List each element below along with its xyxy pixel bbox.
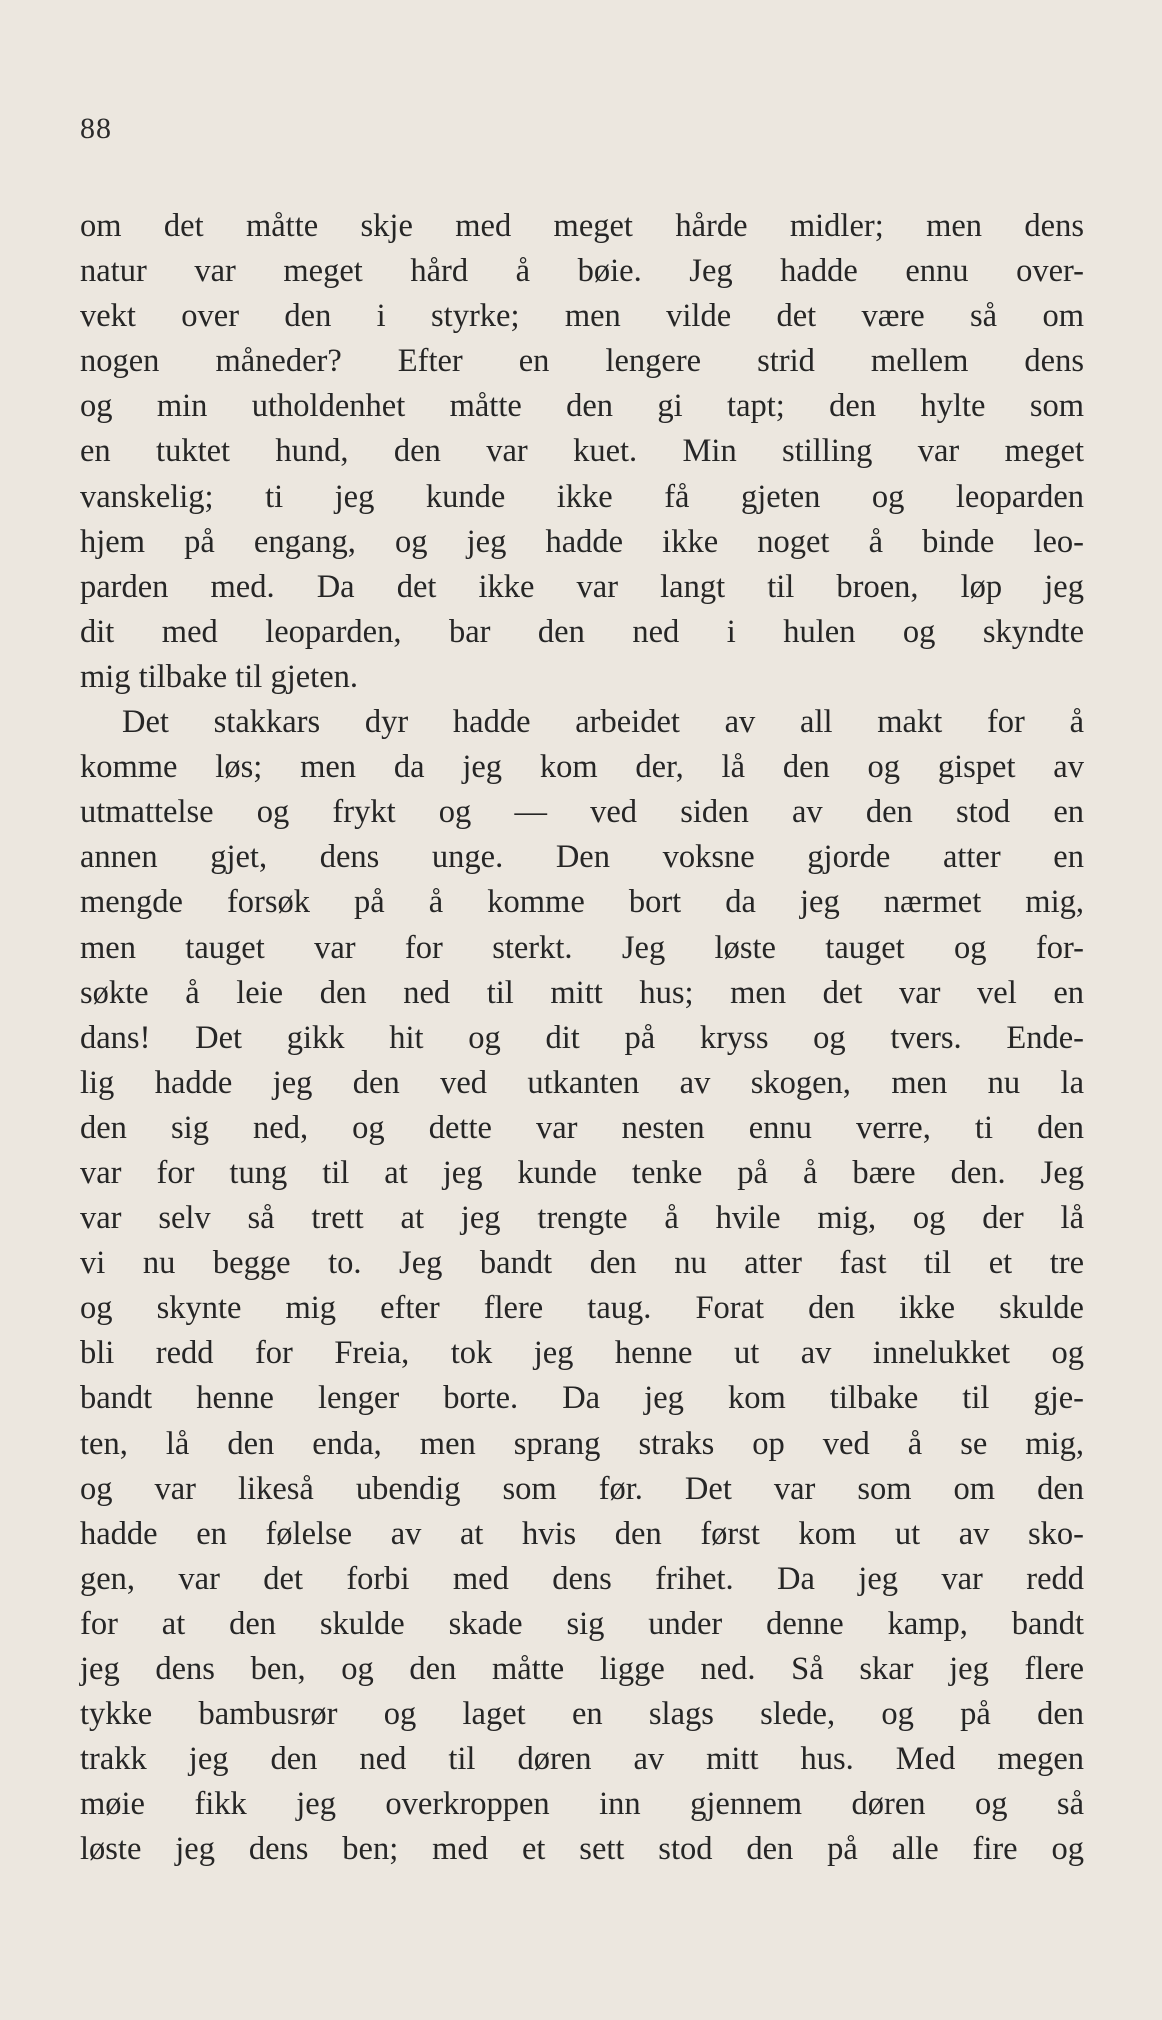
text-line: og min utholdenhet måtte den gi tapt; den hylte som (80, 388, 1084, 425)
text-line: mengde forsøk på å komme bort da jeg nærmet mig, (80, 884, 1084, 921)
text-line: møie fikk jeg overkroppen inn gjennem døren og så (80, 1786, 1084, 1823)
text-line: gen, var det forbi med dens frihet. Da jeg var redd (80, 1560, 1084, 1597)
paragraph-end-line: mig tilbake til gjeten. (80, 658, 358, 695)
text-line: var for tung til at jeg kunde tenke på å bære den. Jeg (80, 1154, 1084, 1191)
text-line: dans! Det gikk hit og dit på kryss og tvers. Ende- (80, 1019, 1084, 1056)
body-text (80, 204, 1084, 1872)
text-line: vi nu begge to. Jeg bandt den nu atter fast til et tre (80, 1245, 1084, 1282)
text-line: trakk jeg den ned til døren av mitt hus. Med megen (80, 1741, 1084, 1778)
text-line: lig hadde jeg den ved utkanten av skogen, men nu la (80, 1064, 1084, 1101)
text-line: bli redd for Freia, tok jeg henne ut av innelukket og (80, 1335, 1084, 1372)
text-line: hadde en følelse av at hvis den først kom ut av sko- (80, 1515, 1084, 1552)
text-line: var selv så trett at jeg trengte å hvile mig, og der lå (80, 1200, 1084, 1237)
text-line: søkte å leie den ned til mitt hus; men det var vel en (80, 974, 1084, 1011)
text-line: for at den skulde skade sig under denne kamp, bandt (80, 1605, 1084, 1642)
text-line: bandt henne lenger borte. Da jeg kom tilbake til gje- (80, 1380, 1084, 1417)
text-line: tykke bambusrør og laget en slags slede, og på den (80, 1696, 1084, 1733)
text-line: hjem på engang, og jeg hadde ikke noget å binde leo- (80, 523, 1084, 560)
text-line: vekt over den i styrke; men vilde det være så om (80, 298, 1084, 335)
text-line: vanskelig; ti jeg kunde ikke få gjeten og leoparden (80, 478, 1084, 515)
text-line: og var likeså ubendig som før. Det var som om den (80, 1470, 1084, 1507)
text-line: parden med. Da det ikke var langt til broen, løp jeg (80, 568, 1084, 605)
text-line: komme løs; men da jeg kom der, lå den og gispet av (80, 749, 1084, 786)
text-line: utmattelse og frykt og — ved siden av den stod en (80, 794, 1084, 831)
text-line: nogen måneder? Efter en lengere strid mellem dens (80, 343, 1084, 380)
text-line: natur var meget hård å bøie. Jeg hadde ennu over- (80, 253, 1084, 290)
page-number: 88 (80, 112, 112, 145)
text-line: dit med leoparden, bar den ned i hulen og skyndte (80, 613, 1084, 650)
text-line: en tuktet hund, den var kuet. Min stilling var meget (80, 433, 1084, 470)
text-line: og skynte mig efter flere taug. Forat den ikke skulde (80, 1290, 1084, 1327)
text-line: om det måtte skje med meget hårde midler; men dens (80, 208, 1084, 244)
text-line: ten, lå den enda, men sprang straks op ved å se mig, (80, 1425, 1084, 1462)
text-line: jeg dens ben, og den måtte ligge ned. Så skar jeg flere (80, 1651, 1084, 1687)
text-line: men tauget var for sterkt. Jeg løste tauget og for- (80, 929, 1084, 966)
text-line: den sig ned, og dette var nesten ennu verre, ti den (80, 1109, 1084, 1146)
text-line: annen gjet, dens unge. Den voksne gjorde atter en (80, 839, 1084, 876)
text-line: løste jeg dens ben; med et sett stod den på alle fire og (80, 1831, 1084, 1868)
paragraph-start-line: Det stakkars dyr hadde arbeidet av all makt for å (122, 704, 1084, 741)
